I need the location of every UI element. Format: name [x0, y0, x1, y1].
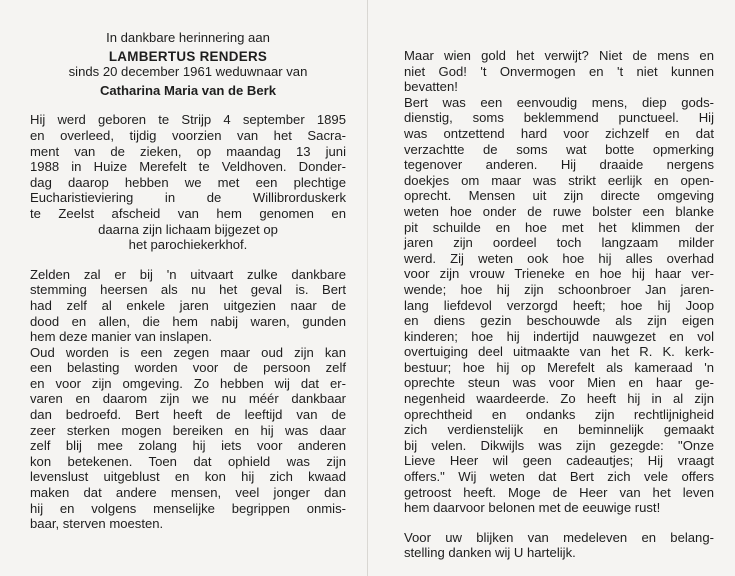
text-line: pit schuilde en hoe met het klimmen der	[404, 219, 714, 235]
text-line: zich verdienstelijk en beminnelijk gemaakt	[404, 422, 714, 438]
text-line: was ontzettend hard voor zichzelf en dat	[404, 125, 714, 141]
text-line: dienstig, soms beklemmend punctueel. Hij	[404, 110, 714, 126]
intro-line: In dankbare herinnering aan	[106, 30, 270, 45]
text-line: oprecht. Mensen uit zijn directe omgeving	[404, 188, 714, 204]
text-line: hem daarvoor belonen met de eeuwige rust!	[404, 500, 661, 516]
paragraph-reproach	[404, 48, 714, 95]
text-line: offers." Wij weten dat Bert zich vele offers	[404, 469, 714, 485]
text-line: stemming heersen als nu het geval is. Bert	[30, 282, 346, 298]
paragraph-thanks	[404, 530, 714, 561]
paragraph-gratitude	[30, 267, 346, 345]
text-line: dan bedroefd. Bert heeft de leeftijd van de	[30, 407, 346, 423]
spouse-name: Catharina Maria van de Berk	[99, 82, 277, 98]
header-block	[30, 30, 346, 98]
text-line: Bert was een eenvoudig mens, diep gods-	[404, 94, 714, 110]
text-line: Oud worden is een zegen maar oud zijn kan	[30, 344, 346, 360]
text-line: lang liefdevol verzorgd heeft; hoe hij Joop	[404, 297, 714, 313]
text-line: tegenover anderen. Hij draaide nergens	[404, 157, 714, 173]
text-line: verzachtte de soms wat botte opmerking	[404, 141, 714, 157]
text-line: Zelden zal er bij 'n uitvaart zulke dankbare	[30, 266, 346, 282]
text-line: weten hoe onder de ruwe bolster een blanke	[404, 203, 714, 219]
text-line: bevatten!	[404, 79, 458, 95]
text-line: had zelf al enkele jaren uitgezien naar de	[30, 297, 346, 313]
text-line: wende; hoe hij zijn schoonbroer Jan jaren-	[404, 281, 714, 297]
text-line: Lieve Heer wil geen cadeautjes; Hij vraagt	[404, 453, 714, 469]
text-line: baar, sterven moesten.	[30, 516, 164, 532]
deceased-name: LAMBERTUS RENDERS	[108, 48, 268, 64]
text-line: Maar wien gold het verwijt? Niet de mens en	[404, 48, 714, 63]
left-column	[30, 30, 346, 532]
text-line: en overleed, tijdig voorzien van het Sacra-	[30, 127, 346, 143]
text-line: niet God! 't Onvermogen en 't niet kunnen	[404, 63, 714, 79]
text-line: een belasting worden voor de persoon zelf	[30, 360, 346, 376]
text-line: voor zijn vrouw Trieneke en hoe hij haar ver-	[404, 266, 714, 282]
paragraph-old-age	[30, 345, 346, 532]
text-line: levenslust uitgeblust en kon hij zich kwaad	[30, 469, 346, 485]
text-line: oprechtheid en ondanks zijn rechtlijnigheid	[404, 406, 714, 422]
widower-line: sinds 20 december 1961 weduwnaar van	[68, 64, 308, 80]
text-line: Hij werd geboren te Strijp 4 september 1895	[30, 112, 346, 128]
text-line: daarna zijn lichaam bijgezet op	[98, 221, 278, 237]
text-line: dag daarop hebben we met een plechtige	[30, 174, 346, 190]
right-column	[404, 48, 714, 561]
text-line: oprechte steun was voor Mien en haar ge-	[404, 375, 714, 391]
text-line: maken dat andere mensen, veel jonger dan	[30, 485, 346, 501]
paragraph-birth-death	[30, 112, 346, 252]
text-line: zeer sterken mogen bereiken en hij was daar	[30, 422, 346, 438]
card-fold	[367, 0, 368, 576]
text-line: doekjes om maar was strikt eerlijk en open-	[404, 172, 714, 188]
text-line: te Zeelst afscheid van hem genomen en	[30, 205, 346, 221]
text-line: stelling danken wij U hartelijk.	[404, 545, 576, 561]
text-line: dood en allen, die hem nabij waren, gunden	[30, 313, 346, 329]
text-line: getroost heeft. Moge de Heer van het leven	[404, 484, 714, 500]
text-line: overtuiging deel uitmaakte van het R. K. kerk-	[404, 344, 714, 360]
text-line: negenheid waardeerde. Zo heeft hij in al zijn	[404, 391, 714, 407]
paragraph-character	[404, 95, 714, 516]
text-line: hij en volgens menselijke begrippen onmis-	[30, 500, 346, 516]
text-line: ment van de zieken, op maandag 13 juni	[30, 143, 346, 159]
text-line: zelf blij mee zolang hij iets voor anderen	[30, 438, 346, 454]
text-line: jaren zijn oordeel toch langzaam milder	[404, 235, 714, 251]
text-line: en diens gezin beschouwde als zijn eigen	[404, 313, 714, 329]
text-line: varen en daarom zijn we nu méér dankbaar	[30, 391, 346, 407]
text-line: en voor zijn omgeving. Zo hebben wij dat er-	[30, 375, 346, 391]
text-line: Eucharistieviering in de Willibrorduskerk	[30, 190, 346, 206]
text-line: kon betekenen. Toen dat ophield was zijn	[30, 453, 346, 469]
text-line: Voor uw blijken van medeleven en belang-	[404, 529, 714, 545]
text-line: bestuur; hoe hij op Merefelt als kameraad 'n	[404, 359, 714, 375]
text-line: het parochiekerkhof.	[128, 237, 248, 253]
text-line: bij velen. Dikwijls was zijn gezegde: "Onze	[404, 437, 714, 453]
text-line: werd. Zij weten ook hoe hij alles overhad	[404, 250, 714, 266]
text-line: 1988 in Huize Merefelt te Veldhoven. Donder-	[30, 159, 346, 175]
text-line: hem deze manier van inslapen.	[30, 329, 212, 345]
text-line: kinderen; hoe hij indertijd nauwgezet en vol	[404, 328, 714, 344]
